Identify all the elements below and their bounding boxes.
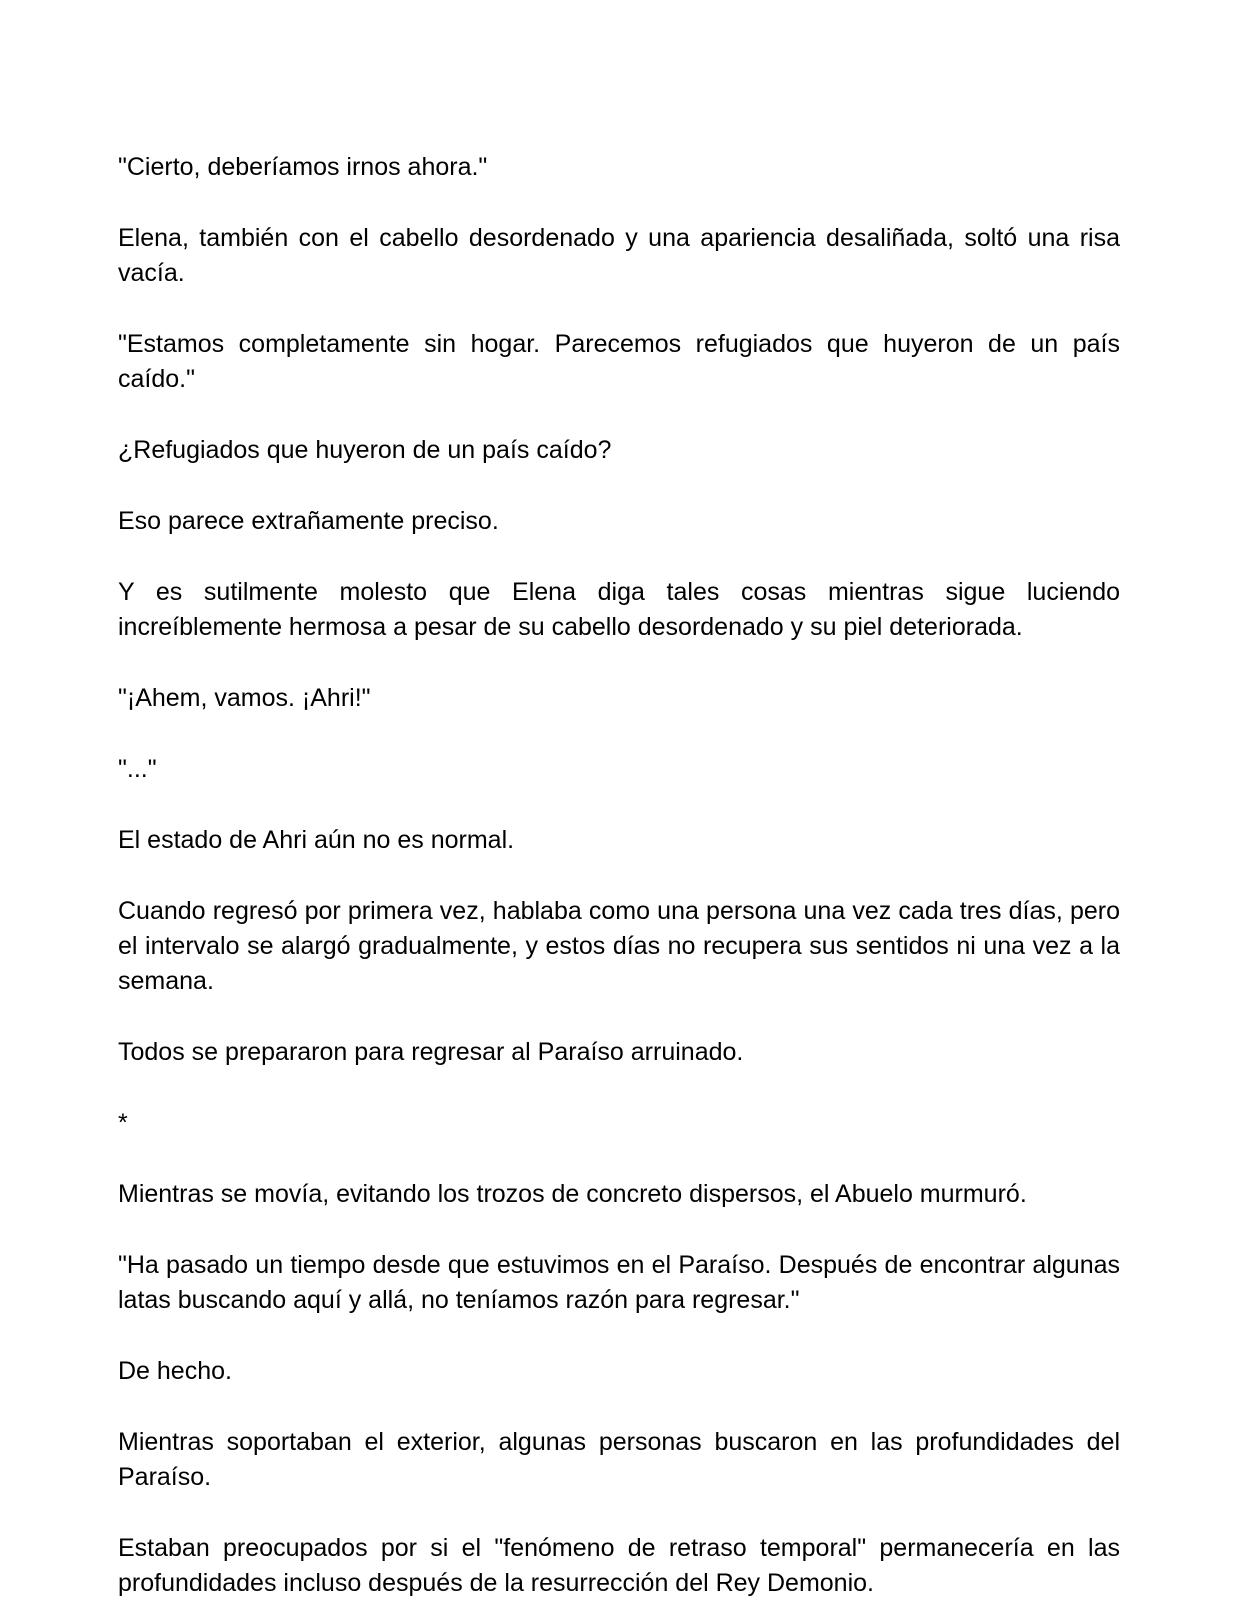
paragraph: ¿Refugiados que huyeron de un país caído? [118,436,612,464]
paragraph: Mientras se movía, evitando los trozos de concreto dispersos, el Abuelo murmuró. [118,1180,1027,1208]
paragraph: De hecho. [118,1357,232,1385]
paragraph: Elena, también con el cabello desordenado y una apariencia desaliñada, soltó una risa vacía. [118,224,1120,287]
paragraph: Todos se prepararon para regresar al Paraíso arruinado. [118,1038,744,1066]
paragraph: Eso parece extrañamente preciso. [118,507,499,535]
paragraph: Cuando regresó por primera vez, hablaba como una persona una vez cada tres días, pero el intervalo se alargó gradualmente, y estos días no recupera sus sentidos ni una vez a la semana. [118,897,1120,995]
paragraph: El estado de Ahri aún no es normal. [118,826,515,854]
paragraph: "..." [118,755,157,783]
paragraph: "Cierto, deberíamos irnos ahora." [118,153,488,181]
paragraph: "Estamos completamente sin hogar. Parecemos refugiados que huyeron de un país caído." [118,330,1120,393]
document-page [118,150,1120,1601]
paragraph: Estaban preocupados por si el "fenómeno de retraso temporal" permanecería en las profundidades incluso después de la resurrección del Rey Demonio. [118,1534,1120,1597]
section-separator: * [118,1109,128,1137]
paragraph: "¡Ahem, vamos. ¡Ahri!" [118,684,371,712]
paragraph: "Ha pasado un tiempo desde que estuvimos en el Paraíso. Después de encontrar algunas latas buscando aquí y allá, no teníamos razón para regresar." [118,1251,1120,1314]
paragraph: Y es sutilmente molesto que Elena diga tales cosas mientras sigue luciendo increíblemente hermosa a pesar de su cabello desordenado y su piel deteriorada. [118,578,1120,641]
paragraph: Mientras soportaban el exterior, algunas personas buscaron en las profundidades del Paraíso. [118,1428,1120,1491]
